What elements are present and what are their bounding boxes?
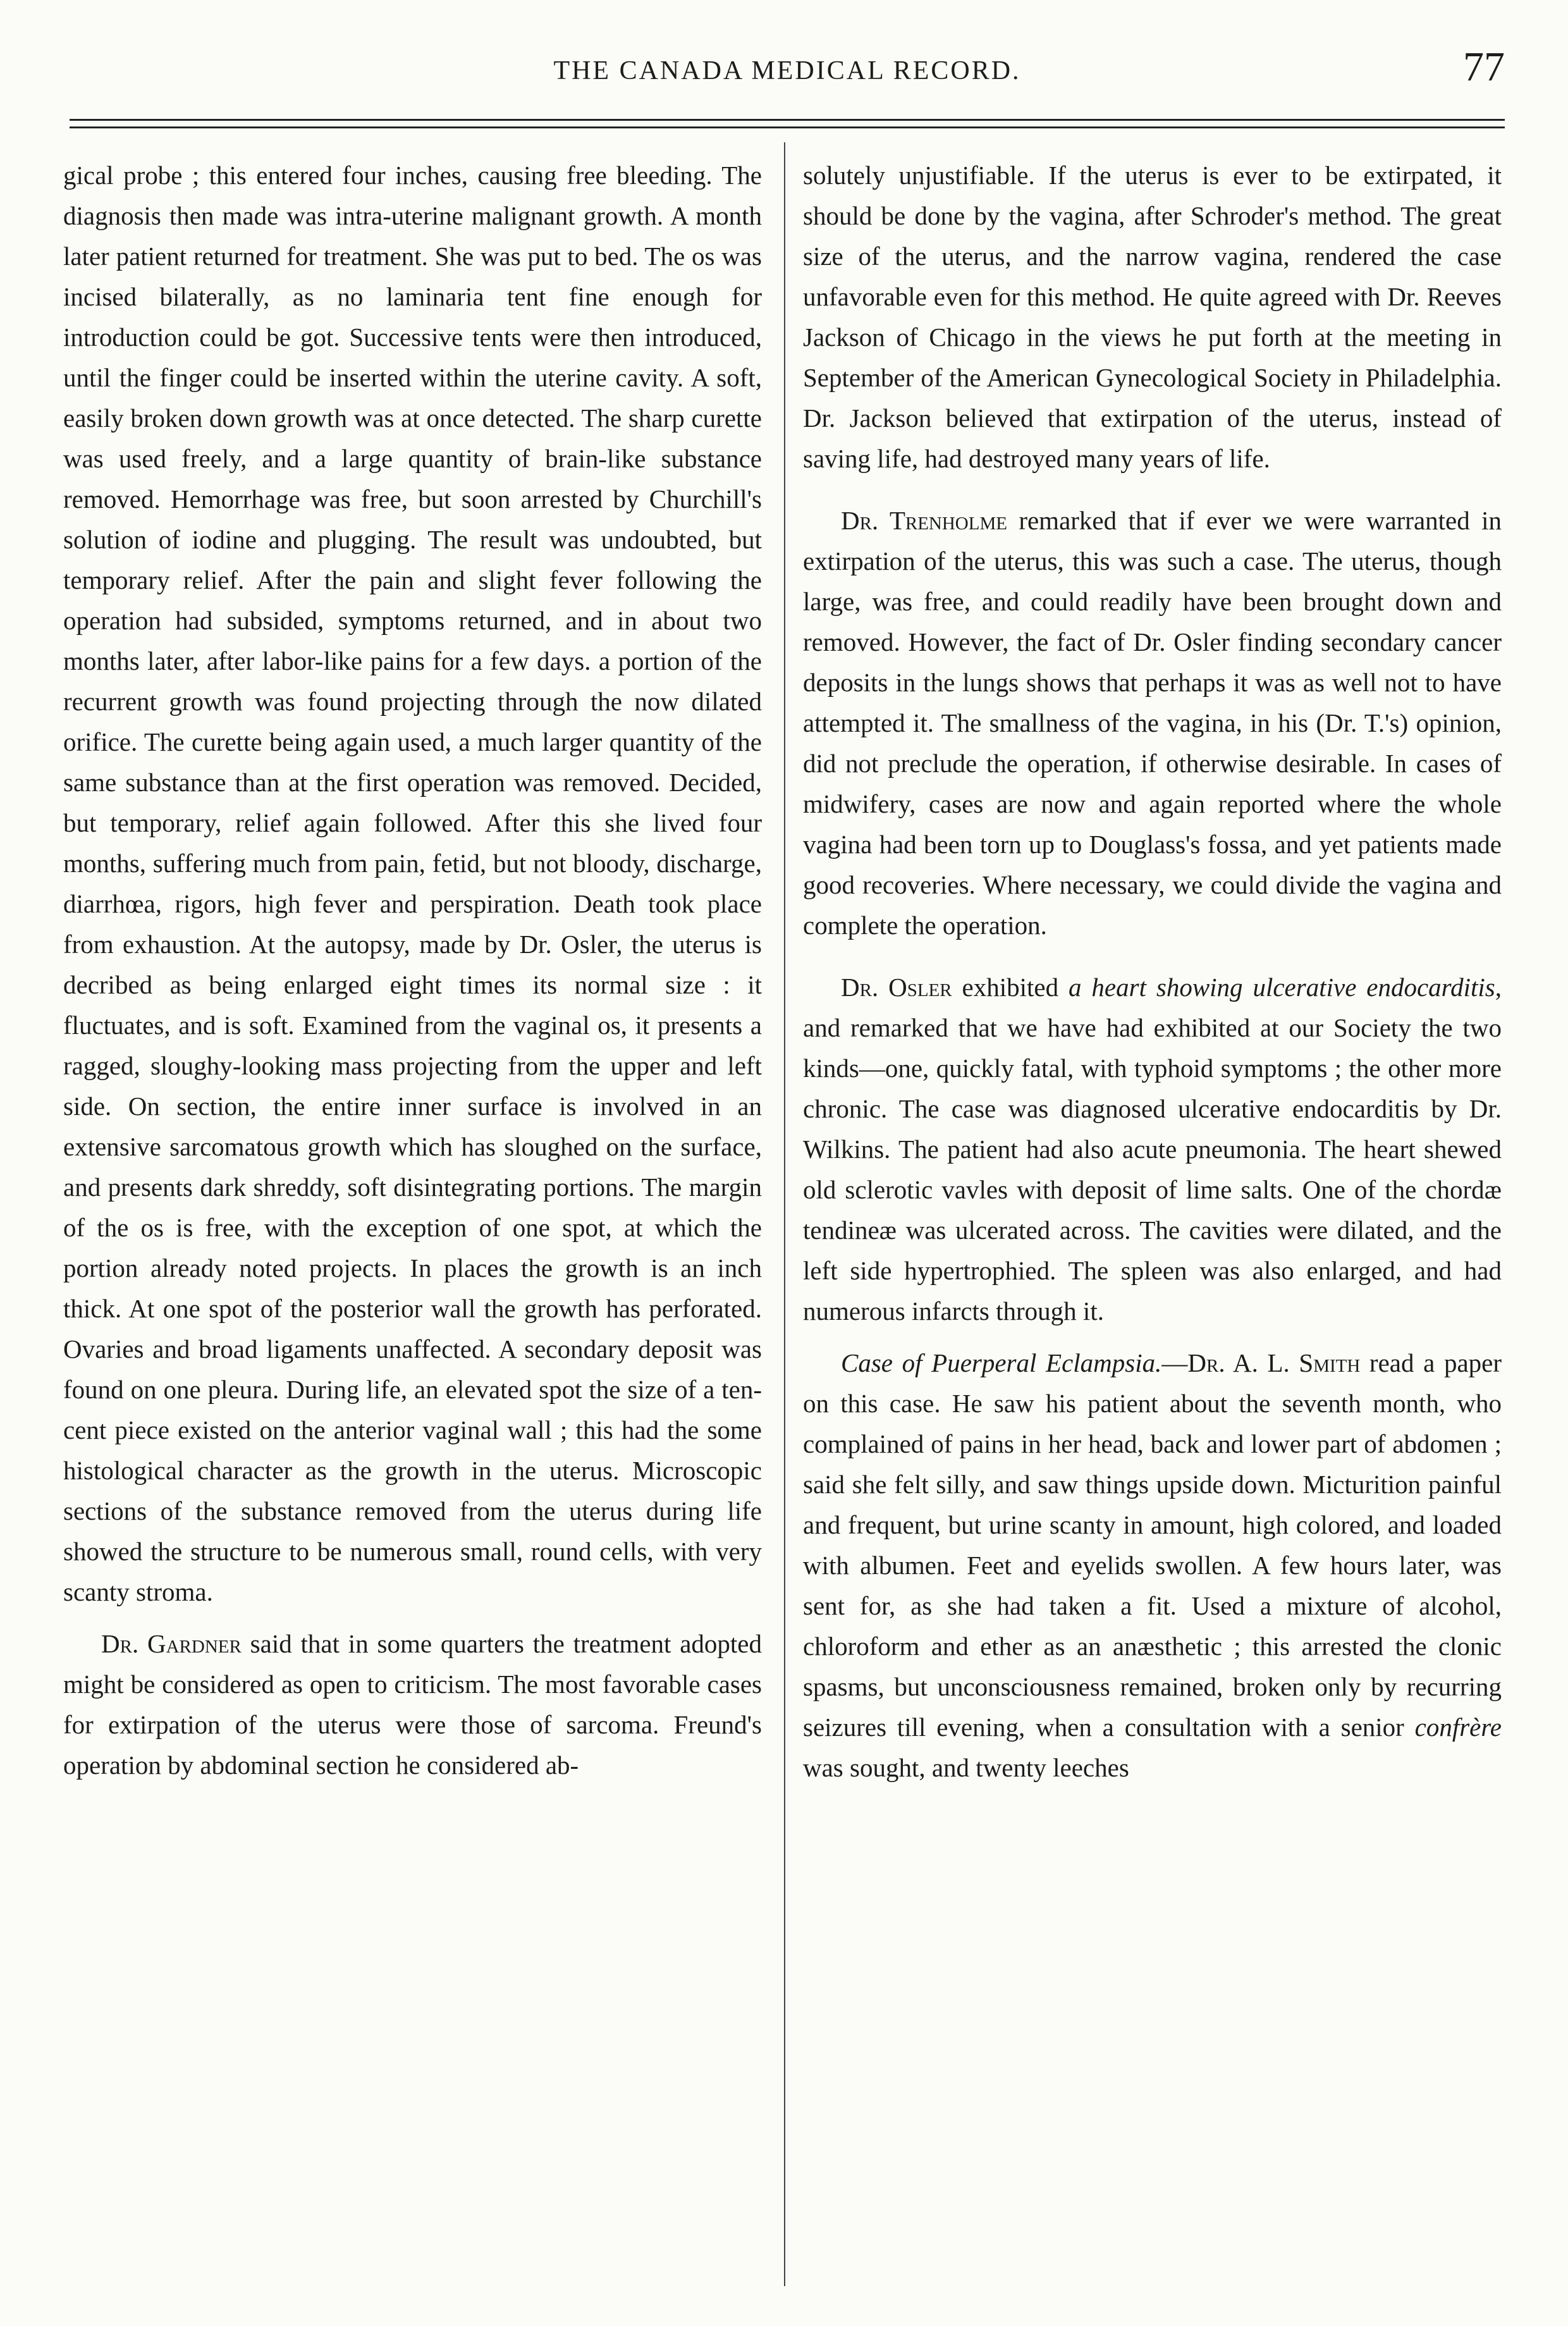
left-paragraph-2 <box>63 1623 762 1785</box>
confrere-word: confrère <box>1414 1713 1502 1742</box>
speaker-name: Dr. Trenholme <box>841 506 1007 535</box>
dash: — <box>1161 1348 1188 1377</box>
speaker-name: Dr. Osler <box>841 973 952 1002</box>
right-paragraph-3 <box>803 967 1502 1331</box>
header-rule-bottom <box>70 126 1505 128</box>
speaker-name: Dr. A. L. Smith <box>1187 1348 1361 1377</box>
right-paragraph-4-text: read a paper on this case. He saw his patient about the seventh month, who complained of pains in her head, back and lower part of abdomen ; said she felt silly, and saw things upside down. Micturition painful and frequent, but urine scanty in amount, high colored, and loaded with albumen. Feet and eyelids swollen. A few hours later, was sent for, as she had taken a fit. Used a mixture of alcohol, chloroform and ether as an anæsthetic ; this arrested the clonic spasms, but unconsciousness remained, broken only by recurring seizures till evening, when a consultation with a senior <box>803 1348 1502 1742</box>
right-paragraph-1: solutely unjustifiable. If the uterus is ever to be extirpated, it should be done by the vagina, after Schroder's method. The great size of the uterus, and the narrow vagina, rendered the case unfavorable even for this method. He quite agreed with Dr. Reeves Jackson of Chicago in the views he put forth at the meeting in September of the American Gynecological Society in Philadelphia. Dr. Jackson believed that extirpation of the uterus, instead of saving life, had destroyed many years of life. <box>803 161 1502 473</box>
right-paragraph-4-end: was sought, and twenty leeches <box>803 1753 1129 1782</box>
page-number: 77 <box>1463 44 1505 90</box>
case-title: Case of Puerperal Eclampsia. <box>841 1348 1162 1377</box>
left-paragraph-2-text: said that in some quarters the treatment adopted might be considered as open to criticism. The most favorable cases for extirpation of the uterus were those of sarcoma. Freund's operation by abdominal section he considered ab- <box>63 1629 762 1780</box>
right-paragraph-2 <box>803 500 1502 945</box>
page-header <box>70 38 1505 108</box>
exhibit-title: a heart showing ulcerative endocarditis <box>1069 973 1495 1002</box>
right-paragraph-2-text: remarked that if ever we were warranted in extirpation of the uterus, this was such a case. The uterus, though large, was free, and could readily have been brought down and removed. However, the fact of Dr. Osler finding secondary cancer deposits in the lungs shows that perhaps it was as well not to have attempted it. The smallness of the vagina, in his (Dr. T.'s) opinion, did not preclude the operation, if otherwise desirable. In cases of midwifery, cases are now and again reported where the whole vagina had been torn up to Douglass's fossa, and yet patients made good recoveries. Where necessary, we could divide the vagina and complete the operation. <box>803 506 1502 940</box>
left-paragraph-1: gical probe ; this entered four inches, causing free bleeding. The diagnosis then made was intra-uterine malignant growth. A month later patient returned for treatment. She was put to bed. The os was incised bilaterally, as no laminaria tent fine enough for introduction could be got. Successive tents were then introduced, until the finger could be inserted within the uterine cavity. A soft, easily broken down growth was at once detected. The sharp curette was used freely, and a large quantity of brain-like substance removed. Hemorrhage was free, but soon arrested by Churchill's solution of iodine and plugging. The result was undoubted, but temporary relief. After the pain and slight fever following the operation had subsided, symptoms returned, and in about two months later, after labor-like pains for a few days. a portion of the recurrent growth was found projecting through the now dilated orifice. The curette being again used, a much larger quantity of the same substance than at the first operation was removed. Decided, but temporary, relief again followed. After this she lived four months, suffering much from pain, fetid, but not bloody, discharge, diarrhœa, rigors, high fever and perspiration. Death took place from exhaustion. At the autopsy, made by Dr. Osler, the uterus is decribed as being enlarged eight times its normal size : it fluctuates, and is soft. Examined from the vaginal os, it presents a ragged, sloughy-looking mass projecting from the upper and left side. On section, the entire inner surface is involved in an extensive sarcomatous growth which has sloughed on the surface, and presents dark shreddy, soft disintegrating portions. The margin of the os is free, with the exception of one spot, at which the portion already noted projects. In places the growth is an inch thick. At one spot of the posterior wall the growth has perforated. Ovaries and broad ligaments unaffected. A secondary deposit was found on one pleura. During life, an elevated spot the size of a ten-cent piece existed on the anterior vaginal wall ; this had the some histological character as the growth in the uterus. Microscopic sections of the substance removed from the uterus during life showed the structure to be numerous small, round cells, with very scanty stroma. <box>63 161 762 1606</box>
header-rule-top <box>70 119 1505 121</box>
right-column <box>803 155 1502 2311</box>
right-paragraph-3-text: , and remarked that we have had exhibited at our Society the two kinds—one, quickly fatal, with typhoid symptoms ; the other more chronic. The case was diagnosed ulcerative endocarditis by Dr. Wilkins. The patient had also acute pneumonia. The heart shewed old sclerotic vavles with deposit of lime salts. One of the chordæ tendineæ was ulcerated across. The cavities were dilated, and the left side hypertrophied. The spleen was also enlarged, and had numerous infarcts through it. <box>803 973 1502 1326</box>
running-title: THE CANADA MEDICAL RECORD. <box>553 56 1021 85</box>
column-divider <box>784 142 785 2286</box>
left-column <box>63 155 762 2311</box>
right-paragraph-3-pre: exhibited <box>952 973 1069 1002</box>
right-paragraph-4 <box>803 1343 1502 1788</box>
speaker-name: Dr. Gardner <box>101 1629 242 1658</box>
